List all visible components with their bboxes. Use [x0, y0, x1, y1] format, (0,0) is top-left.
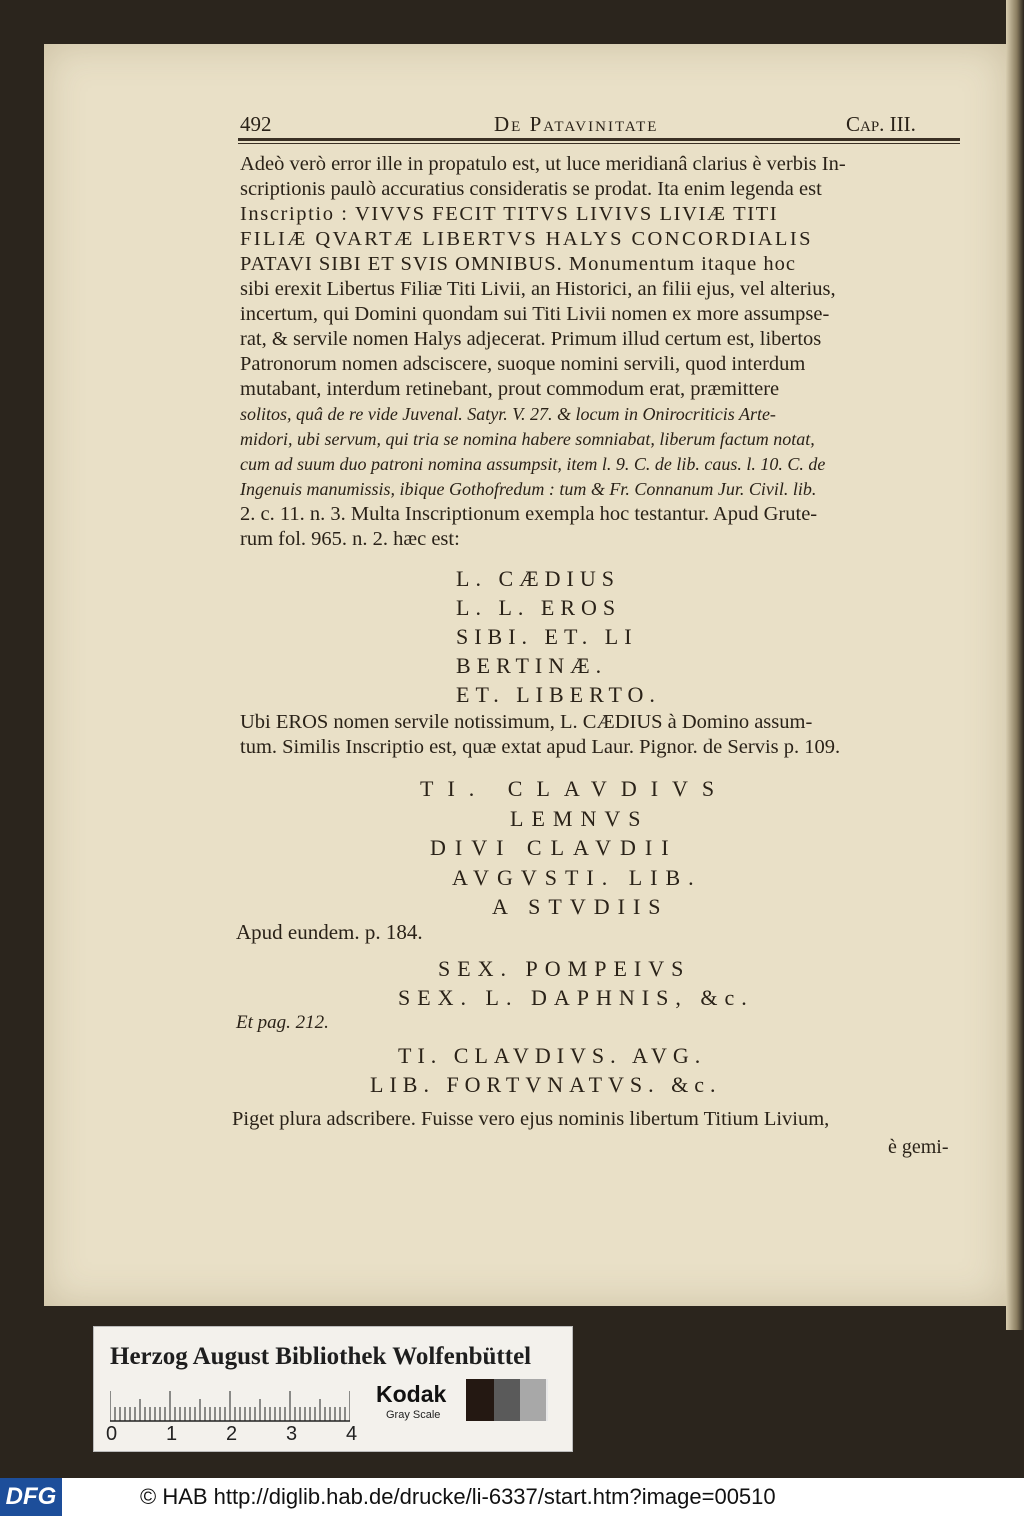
text-line: Inscriptio : VIVVS FECIT TITVS LIVIVS LIVIÆ TITI [240, 203, 779, 225]
gray-swatch [466, 1379, 494, 1421]
text-line: FILIÆ QVARTÆ LIBERTVS HALYS CONCORDIALIS [240, 228, 813, 250]
dfg-logo: DFG [0, 1478, 62, 1516]
gray-swatch [494, 1379, 522, 1421]
text-line: mutabant, interdum retinebant, prout commodum erat, præmittere [240, 378, 780, 400]
gray-swatch [520, 1379, 548, 1421]
text-line: tum. Similis Inscriptio est, quæ extat apud Laur. Pignor. de Servis p. 109. [240, 736, 841, 758]
gray-swatch [546, 1379, 548, 1421]
chapter-label: Cap. III. [846, 112, 916, 136]
gray-scale-label: Gray Scale [386, 1409, 441, 1421]
scale-number: 1 [166, 1423, 178, 1445]
text-line: sibi erexit Libertus Filiæ Titi Livii, an Historici, an filii ejus, vel alterius, [240, 278, 836, 300]
inscription-line: TI. CLAVDIVS. AVG. [398, 1043, 707, 1068]
running-title: De Patavinitate [494, 112, 659, 136]
ruler-scale [110, 1387, 350, 1423]
scale-number: 2 [226, 1423, 238, 1445]
color-scale-card [93, 1326, 573, 1452]
scale-number: 0 [106, 1423, 118, 1445]
scale-number: 4 [346, 1423, 358, 1445]
library-name: Herzog August Bibliothek Wolfenbüttel [110, 1343, 532, 1370]
text-line: cum ad suum duo patroni nomina assumpsit, item l. 9. C. de lib. caus. l. 10. C. de [240, 454, 826, 474]
header-rule [238, 138, 960, 141]
inscription-line: AVGVSTI. LIB. [452, 865, 702, 890]
inscription-line: LEMNVS [510, 806, 649, 831]
inscription-line: L. L. EROS [456, 595, 622, 620]
apud-eundem: Apud eundem. p. 184. [236, 920, 423, 944]
inscription-line: L. CÆDIUS [456, 566, 621, 591]
inscription-line: SEX. L. DAPHNIS, &c. [398, 985, 754, 1010]
et-pag: Et pag. 212. [236, 1012, 329, 1033]
text-line: 2. c. 11. n. 3. Multa Inscriptionum exempla hoc testantur. Apud Grute- [240, 503, 818, 525]
inscription-line: TI. CLAVDIVS [420, 776, 729, 801]
credit-link[interactable]: © HAB http://diglib.hab.de/drucke/li-6337/start.htm?image=00510 [140, 1484, 776, 1509]
paragraph-2 [240, 710, 962, 760]
page-number: 492 [240, 112, 272, 136]
paragraph-1 [240, 152, 962, 552]
inscription-line: DIVI CLAVDII [430, 835, 678, 860]
inscription-line: BERTINÆ. [456, 653, 608, 678]
inscription-line: ET. LIBERTO. [456, 682, 661, 707]
closing-line: Piget plura adscribere. Fuisse vero ejus nominis libertum Titium Livium, [232, 1108, 830, 1130]
text-line: rat, & servile nomen Halys adjecerat. Primum illud certum est, libertos [240, 328, 822, 350]
scale-number: 3 [286, 1423, 298, 1445]
text-line: Ubi EROS nomen servile notissimum, L. CÆDIUS à Domino assum- [240, 711, 813, 733]
text-line: Adeò verò error ille in propatulo est, ut luce meridianâ clarius è verbis In- [240, 153, 846, 175]
text-line: Ingenuis manumissis, ibique Gothofredum : tum & Fr. Connanum Jur. Civil. lib. [240, 479, 817, 499]
text-line: rum fol. 965. n. 2. hæc est: [240, 528, 460, 550]
inscription-line: SEX. POMPEIVS [438, 956, 691, 981]
kodak-logo: Kodak [376, 1381, 447, 1407]
inscription-line: SIBI. ET. LI [456, 624, 638, 649]
inscription-line: A STVDIIS [492, 894, 669, 919]
text-line: scriptionis paulò accuratius consideratis se prodat. Ita enim legenda est [240, 178, 822, 200]
text-line: solitos, quâ de re vide Juvenal. Satyr. V. 27. & locum in Onirocriticis Arte- [240, 404, 776, 424]
text-line: incertum, qui Domini quondam sui Titi Livii nomen ex more assumpse- [240, 303, 830, 325]
catchword: è gemi- [888, 1136, 949, 1158]
text-line: Patronorum nomen adsciscere, suoque nomini servili, quod interdum [240, 353, 806, 375]
inscription-line: LIB. FORTVNATVS. &c. [370, 1072, 722, 1097]
text-line: PATAVI SIBI ET SVIS OMNIBUS. Monumentum itaque hoc [240, 253, 796, 275]
book-gutter [1006, 0, 1024, 1330]
text-line: midori, ubi servum, qui tria se nomina habere somniabat, liberum factum notat, [240, 429, 815, 449]
header-rule-thin [238, 143, 960, 144]
